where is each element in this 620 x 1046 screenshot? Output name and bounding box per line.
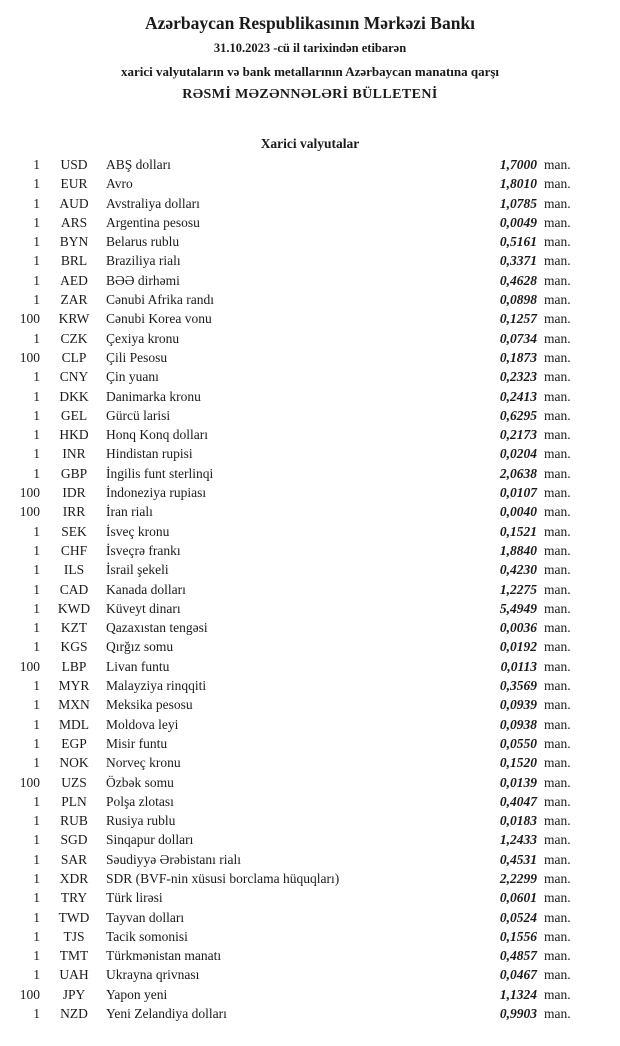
unit-label: man. [544,928,571,944]
rate-row [16,852,580,871]
unit-label: man. [544,427,571,443]
rate-row [16,427,580,446]
currency-code: MYR [58,678,90,694]
rate-row [16,524,580,543]
unit-label: man. [544,986,571,1002]
currency-code: GEL [60,407,88,423]
currency-code: NOK [59,755,89,771]
unit-label: man. [544,562,571,578]
unit-label: man. [544,253,571,269]
quantity: 1 [33,909,40,925]
currency-code: IDR [62,485,86,501]
rate-row [16,176,580,195]
unit-label: man. [544,581,571,597]
currency-code: DKK [59,388,89,404]
bulletin-name: RƏSMİ MƏZƏNNƏLƏRİ BÜLLETENİ [182,87,438,102]
rate-value: 0,5161 [499,234,537,250]
currency-code: INR [62,446,86,462]
rate-row [16,485,580,504]
unit-label: man. [544,542,571,558]
rate-value: 1,0785 [499,195,537,211]
rate-value: 0,2413 [499,388,537,404]
currency-code: PLN [61,793,87,809]
rate-value: 0,2173 [499,427,537,443]
quantity: 1 [33,465,40,481]
currency-code: EGP [61,735,87,751]
quantity: 100 [19,658,40,674]
rate-row [16,446,580,465]
quantity: 1 [33,735,40,751]
rate-value: 0,4628 [499,272,537,288]
currency-name: İran rialı [106,504,153,520]
rate-value: 0,0550 [499,735,537,751]
rate-row [16,967,580,986]
rate-row [16,717,580,736]
quantity: 1 [33,716,40,732]
currency-code: BRL [60,253,88,269]
currency-code: KWD [57,600,91,616]
currency-name: İndoneziya rupiası [106,485,207,501]
quantity: 1 [33,446,40,462]
unit-label: man. [544,600,571,616]
quantity: 1 [33,369,40,385]
unit-label: man. [544,620,571,636]
currency-name: Malayziya rinqqiti [106,678,207,694]
quantity: 1 [33,967,40,983]
currency-code: AED [60,272,88,288]
rate-row [16,157,580,176]
unit-label: man. [544,870,571,886]
rate-value: 0,0183 [499,813,537,829]
rate-row [16,775,580,794]
currency-name: Gürcü larisi [106,407,171,423]
rate-row [16,755,580,774]
currency-name: Türk lirəsi [106,890,163,906]
currency-name: Belarus rublu [106,234,180,250]
unit-label: man. [544,813,571,829]
rate-row [16,408,580,427]
rate-value: 0,0040 [499,504,537,520]
rate-row [16,196,580,215]
quantity: 1 [33,214,40,230]
currency-name: Qazaxıstan tengəsi [106,620,208,636]
currency-code: GBP [60,465,88,481]
currency-code: ZAR [60,292,88,308]
rate-row [16,678,580,697]
currency-code: IRR [62,504,86,520]
currency-name: Avstraliya dolları [106,195,200,211]
rate-value: 0,0036 [499,620,537,636]
unit-label: man. [544,774,571,790]
currency-name: Braziliya rialı [106,253,181,269]
quantity: 1 [33,330,40,346]
currency-name: İsveç kronu [106,523,170,539]
quantity: 1 [33,195,40,211]
currency-name: Danimarka kronu [106,388,201,404]
rate-value: 0,4230 [499,562,537,578]
unit-label: man. [544,465,571,481]
currency-code: EUR [60,176,88,192]
rate-value: 0,4531 [499,851,537,867]
unit-label: man. [544,311,571,327]
rate-row [16,987,580,1006]
rate-value: 0,2323 [499,369,537,385]
quantity: 1 [33,890,40,906]
currency-code: TWD [58,909,90,925]
quantity: 1 [33,755,40,771]
quantity: 1 [33,697,40,713]
quantity: 1 [33,292,40,308]
rate-row [16,1006,580,1025]
currency-name: Argentina pesosu [106,214,200,230]
rate-row [16,292,580,311]
quantity: 1 [33,157,40,172]
unit-label: man. [544,639,571,655]
quantity: 1 [33,388,40,404]
currency-code: UZS [61,774,87,790]
quantity: 1 [33,870,40,886]
rate-value: 2,0638 [499,465,537,481]
currency-name: Səudiyyə Ərəbistanı rialı [106,851,241,867]
unit-label: man. [544,890,571,906]
quantity: 1 [33,427,40,443]
unit-label: man. [544,157,571,172]
quantity: 1 [33,639,40,655]
rate-row [16,562,580,581]
quantity: 100 [19,485,40,501]
rate-value: 0,1521 [499,523,537,539]
rate-row [16,273,580,292]
rate-value: 0,3569 [499,678,537,694]
rate-row [16,910,580,929]
rate-row [16,890,580,909]
currency-name: Çili Pesosu [106,349,168,365]
currency-code: ARS [60,214,88,230]
quantity: 1 [33,581,40,597]
rate-value: 0,0049 [499,214,537,230]
rate-row [16,311,580,330]
quantity: 100 [19,774,40,790]
unit-label: man. [544,349,571,365]
quantity: 1 [33,1006,40,1022]
rate-value: 0,9903 [499,1006,537,1022]
rate-row [16,389,580,408]
quantity: 1 [33,851,40,867]
quantity: 1 [33,600,40,616]
rate-value: 0,1556 [499,928,537,944]
rate-value: 0,0939 [499,697,537,713]
rate-value: 0,0107 [499,485,537,501]
quantity: 1 [33,832,40,848]
rate-value: 5,4949 [499,600,537,616]
currency-name: Misir funtu [106,735,168,751]
rate-value: 0,0601 [499,890,537,906]
currency-name: Meksika pesosu [106,697,193,713]
unit-label: man. [544,523,571,539]
currency-code: UAH [59,967,89,983]
rate-row [16,929,580,948]
rate-value: 0,0192 [499,639,537,655]
currency-code: TJS [63,928,85,944]
unit-label: man. [544,446,571,462]
currency-code: SAR [60,851,88,867]
rate-row [16,504,580,523]
currency-name: Moldova leyi [106,716,179,732]
currency-name: Ukrayna qrivnası [106,967,200,983]
currency-code: SGD [60,832,88,848]
rate-row [16,466,580,485]
subtitle-line: xarici valyutaların və bank metallarının Azərbaycan manatına qarşı [120,64,500,79]
unit-label: man. [544,697,571,713]
rate-value: 0,0524 [499,909,537,925]
effective-date-line: 31.10.2023 -cü il tarixindən etibarən [213,41,407,55]
currency-code: CLP [61,349,87,365]
currency-name: ABŞ dolları [106,157,171,172]
exchange-rates-table [16,157,580,1025]
currency-name: Norveç kronu [106,755,181,771]
currency-name: Türkmənistan manatı [106,948,222,964]
quantity: 100 [19,349,40,365]
rate-value: 0,6295 [499,407,537,423]
rate-value: 0,0113 [500,658,537,674]
unit-label: man. [544,832,571,848]
currency-name: İsveçrə frankı [106,542,181,558]
currency-code: RUB [60,813,88,829]
rate-row [16,871,580,890]
currency-name: Tacik somonisi [106,928,188,944]
unit-label: man. [544,214,571,230]
rate-value: 0,0938 [499,716,537,732]
rate-row [16,948,580,967]
rate-value: 1,8010 [499,176,537,192]
quantity: 1 [33,620,40,636]
rate-row [16,234,580,253]
rate-row [16,601,580,620]
currency-code: CAD [59,581,89,597]
currency-code: SEK [61,523,87,539]
unit-label: man. [544,755,571,771]
unit-label: man. [544,369,571,385]
currency-name: Çin yuanı [106,369,159,385]
section-title-foreign-currencies: Xarici valyutalar [260,136,360,151]
currency-code: CHF [60,542,88,558]
quantity: 1 [33,948,40,964]
unit-label: man. [544,678,571,694]
currency-code: KGS [60,639,88,655]
unit-label: man. [544,407,571,423]
rate-row [16,736,580,755]
currency-code: TMT [59,948,89,964]
unit-label: man. [544,272,571,288]
unit-label: man. [544,909,571,925]
currency-code: TRY [60,890,88,906]
unit-label: man. [544,292,571,308]
unit-label: man. [544,195,571,211]
currency-name: Qırğız somu [106,639,174,655]
rate-value: 1,1324 [499,986,537,1002]
rate-row [16,215,580,234]
currency-name: BƏƏ dirhəmi [106,272,180,288]
quantity: 100 [19,311,40,327]
unit-label: man. [544,658,571,674]
rate-row [16,369,580,388]
unit-label: man. [544,793,571,809]
rate-value: 0,0139 [499,774,537,790]
quantity: 1 [33,407,40,423]
currency-code: KRW [58,311,90,327]
rate-value: 0,0734 [499,330,537,346]
rate-row [16,639,580,658]
currency-code: CZK [60,330,88,346]
currency-name: Sinqapur dolları [106,832,194,848]
rate-row [16,697,580,716]
currency-name: Cənubi Korea vonu [106,311,212,327]
currency-name: Yeni Zelandiya dolları [106,1006,227,1022]
rate-row [16,350,580,369]
currency-code: AUD [59,195,89,211]
unit-label: man. [544,967,571,983]
rate-value: 0,1873 [499,349,537,365]
currency-code: JPY [62,986,86,1002]
currency-code: NZD [60,1006,88,1022]
currency-name: Honq Konq dolları [106,427,208,443]
unit-label: man. [544,330,571,346]
quantity: 1 [33,562,40,578]
rate-row [16,331,580,350]
rate-row [16,832,580,851]
currency-code: BYN [59,234,89,250]
currency-name: İsrail şekeli [106,562,169,578]
quantity: 1 [33,928,40,944]
rate-value: 0,0204 [499,446,537,462]
quantity: 1 [33,813,40,829]
quantity: 1 [33,272,40,288]
rate-value: 1,7000 [499,157,537,172]
currency-code: XDR [59,870,89,886]
currency-code: ILS [63,562,85,578]
unit-label: man. [544,234,571,250]
quantity: 1 [33,793,40,809]
rate-value: 2,2299 [499,870,537,886]
currency-name: Polşa zlotası [106,793,174,809]
quantity: 1 [33,678,40,694]
currency-code: CNY [59,369,89,385]
currency-name: İngilis funt sterlinqi [106,465,214,481]
currency-code: KZT [60,620,88,636]
rate-row [16,813,580,832]
rate-value: 1,8840 [499,542,537,558]
currency-name: Yapon yeni [106,986,168,1002]
rate-value: 1,2275 [499,581,537,597]
rate-value: 0,4047 [499,793,537,809]
rate-row [16,794,580,813]
currency-name: Özbək somu [106,774,174,790]
currency-name: Rusiya rublu [106,813,176,829]
rate-value: 0,0898 [499,292,537,308]
unit-label: man. [544,735,571,751]
currency-code: USD [60,157,88,172]
currency-code: MDL [59,716,89,732]
quantity: 1 [33,176,40,192]
rate-value: 0,0467 [499,967,537,983]
currency-name: Tayvan dolları [106,909,185,925]
quantity: 1 [33,523,40,539]
rate-row [16,253,580,272]
rate-value: 1,2433 [499,832,537,848]
currency-name: Çexiya kronu [106,330,180,346]
rate-value: 0,4857 [499,948,537,964]
quantity: 1 [33,234,40,250]
unit-label: man. [544,851,571,867]
rate-row [16,582,580,601]
unit-label: man. [544,948,571,964]
unit-label: man. [544,1006,571,1022]
quantity: 100 [19,504,40,520]
rate-row [16,543,580,562]
quantity: 1 [33,253,40,269]
rate-row [16,659,580,678]
rate-row [16,620,580,639]
rate-value: 0,3371 [499,253,537,269]
currency-name: Cənubi Afrika randı [106,292,214,308]
rate-value: 0,1520 [499,755,537,771]
quantity: 1 [33,542,40,558]
currency-name: SDR (BVF-nin xüsusi borclama hüquqları) [106,870,340,886]
unit-label: man. [544,176,571,192]
currency-name: Küveyt dinarı [106,600,181,616]
unit-label: man. [544,504,571,520]
currency-name: Hindistan rupisi [106,446,193,462]
unit-label: man. [544,388,571,404]
currency-name: Livan funtu [106,658,170,674]
rate-value: 0,1257 [499,311,537,327]
currency-name: Kanada dolları [106,581,186,597]
currency-code: MXN [58,697,90,713]
currency-code: LBP [61,658,87,674]
unit-label: man. [544,716,571,732]
currency-name: Avro [106,176,133,192]
quantity: 100 [19,986,40,1002]
currency-code: HKD [59,427,89,443]
bank-title: Azərbaycan Respublikasının Mərkəzi Bankı [144,13,476,33]
unit-label: man. [544,485,571,501]
